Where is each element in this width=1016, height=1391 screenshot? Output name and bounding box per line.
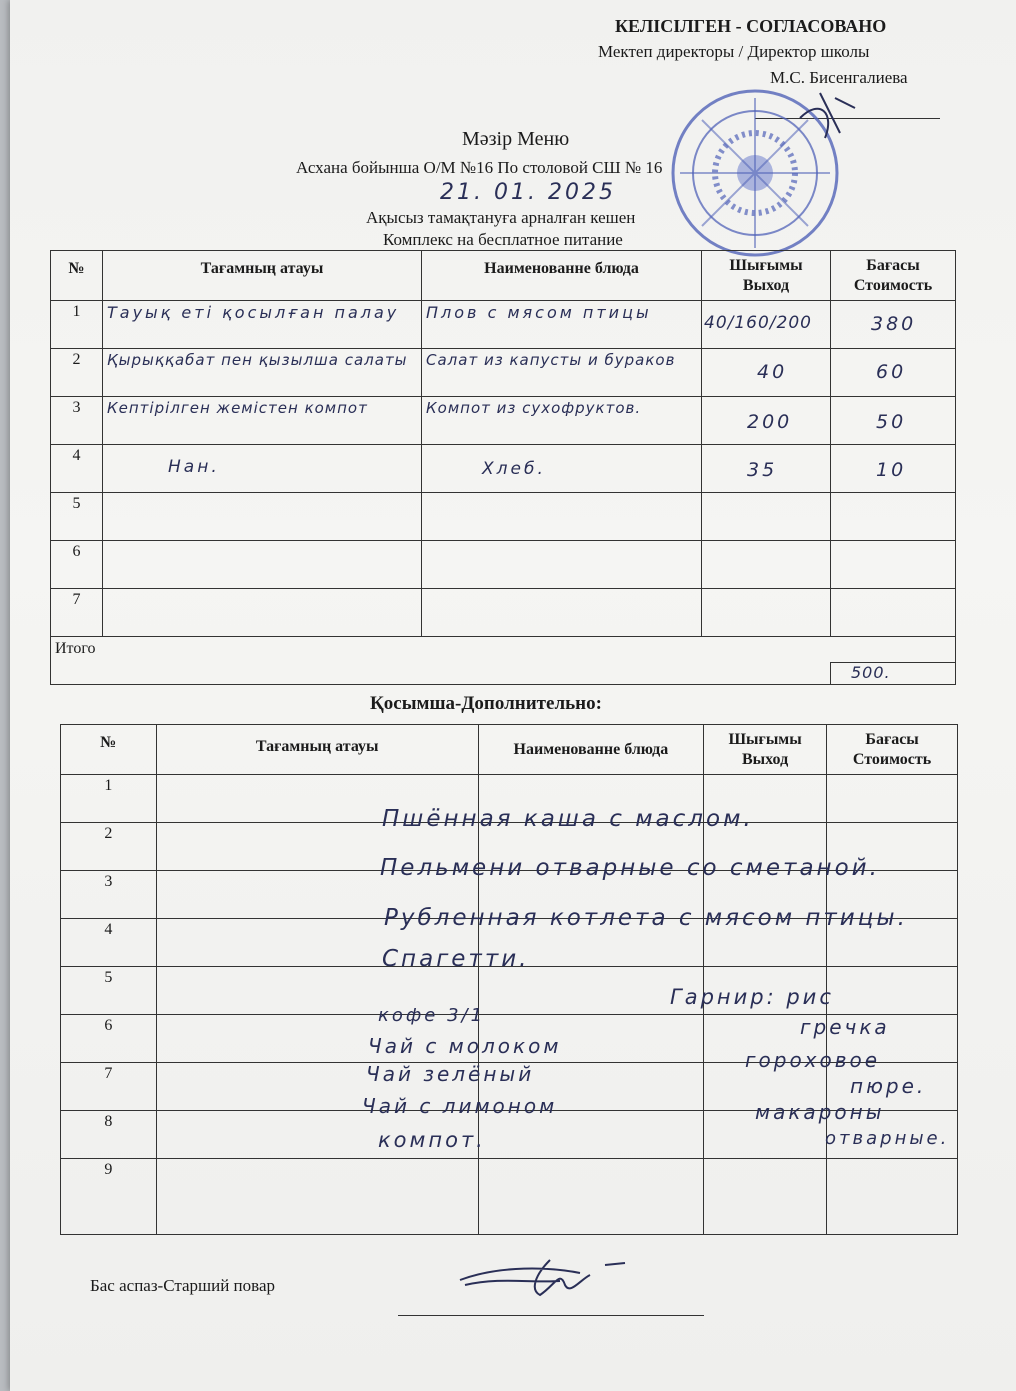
table-row: 5 <box>51 493 956 541</box>
col-name-ru: Наименованне блюда <box>422 251 702 301</box>
col-no: № <box>51 251 103 301</box>
col-name-kz: Тағамның атауы <box>103 251 422 301</box>
canteen-line: Асхана бойынша О/М №16 По столовой СШ № 16 <box>296 158 663 177</box>
chef-signature <box>440 1255 640 1310</box>
director-name: М.С. Бисенгалиева <box>770 68 908 87</box>
table-row: 4 Нан. Хлеб. 35 10 <box>51 445 956 493</box>
approval-title: КЕЛІСІЛГЕН - СОГЛАСОВАНО <box>615 16 887 36</box>
table-row: 7 <box>51 589 956 637</box>
hw-extra-1: Пшённая каша с маслом. <box>382 806 754 832</box>
table-row: 3 <box>61 871 958 919</box>
hw-extra-4: Спагетти. <box>382 946 530 972</box>
main-menu-table <box>50 250 956 685</box>
hw-extra-3: Рубленная котлета с мясом птицы. <box>384 905 908 931</box>
table-row: 5 <box>61 967 958 1015</box>
table-row: 6 <box>51 541 956 589</box>
chef-label: Бас аспаз-Старший повар <box>90 1276 275 1295</box>
extra-title: Қосымша-Дополнительно: <box>370 693 602 714</box>
table-row: 8 <box>61 1111 958 1159</box>
hw-extra-11: пюре. <box>850 1074 927 1098</box>
hw-extra-5: Гарнир: рис <box>670 985 834 1009</box>
col-output: Шығымы Выход <box>702 251 831 301</box>
table-row: 1 <box>61 775 958 823</box>
table-row: 6 <box>61 1015 958 1063</box>
hw-extra-7: гречка <box>800 1015 890 1039</box>
hw-extra-12: Чай с лимоном <box>362 1094 558 1118</box>
table-row: 1 Тауық еті қосылған палау Плов с мясом птицы 40/160/200 380 <box>51 301 956 349</box>
table-row: 4 <box>61 919 958 967</box>
hw-extra-15: отварные. <box>825 1128 950 1149</box>
hw-extra-2: Пельмени отварные со сметаной. <box>380 855 880 881</box>
hw-extra-10: Чай зелёный <box>366 1062 535 1086</box>
hw-extra-8: Чай с молоком <box>368 1034 562 1058</box>
menu-title: Мәзір Меню <box>462 128 570 150</box>
chef-signature-line <box>398 1315 704 1316</box>
table-row: 7 <box>61 1063 958 1111</box>
table-row: 9 <box>61 1159 958 1235</box>
school-seal-stamp <box>650 78 860 258</box>
director-role: Мектеп директоры / Директор школы <box>598 42 870 61</box>
extra-col-name-ru: Наименованне блюда <box>478 725 703 775</box>
total-value-row <box>51 663 956 685</box>
document-sheet <box>10 0 1016 1391</box>
total-label: Итого <box>51 637 956 663</box>
table-row: 3 Кептірілген жемістен компот Компот из сухофруктов. 200 50 <box>51 397 956 445</box>
hw-extra-6: кофе 3/1 <box>378 1005 486 1026</box>
extra-menu-table: № Тағамның атауы Наименованне блюда Шығымы Выход Бағасы Стоимость 1 2 3 4 5 6 7 8 9 <box>60 724 958 1235</box>
table-row: 2 Қырыққабат пен қызылша салаты Салат из капусты и бураков 40 60 <box>51 349 956 397</box>
hw-extra-13: макароны <box>755 1100 885 1124</box>
table-row: 2 <box>61 823 958 871</box>
hw-extra-14: компот. <box>378 1128 486 1152</box>
complex-title-ru: Комплекс на бесплатное питание <box>383 230 623 249</box>
total-value: 500. <box>851 663 891 682</box>
complex-title-kz: Ақысыз тамақтануға арналған кешен <box>366 208 636 227</box>
hw-extra-9: гороховое <box>745 1048 881 1072</box>
total-row <box>51 637 956 663</box>
handwritten-date: 21. 01. 2025 <box>440 180 616 205</box>
col-price: Бағасы Стоимость <box>831 251 956 301</box>
